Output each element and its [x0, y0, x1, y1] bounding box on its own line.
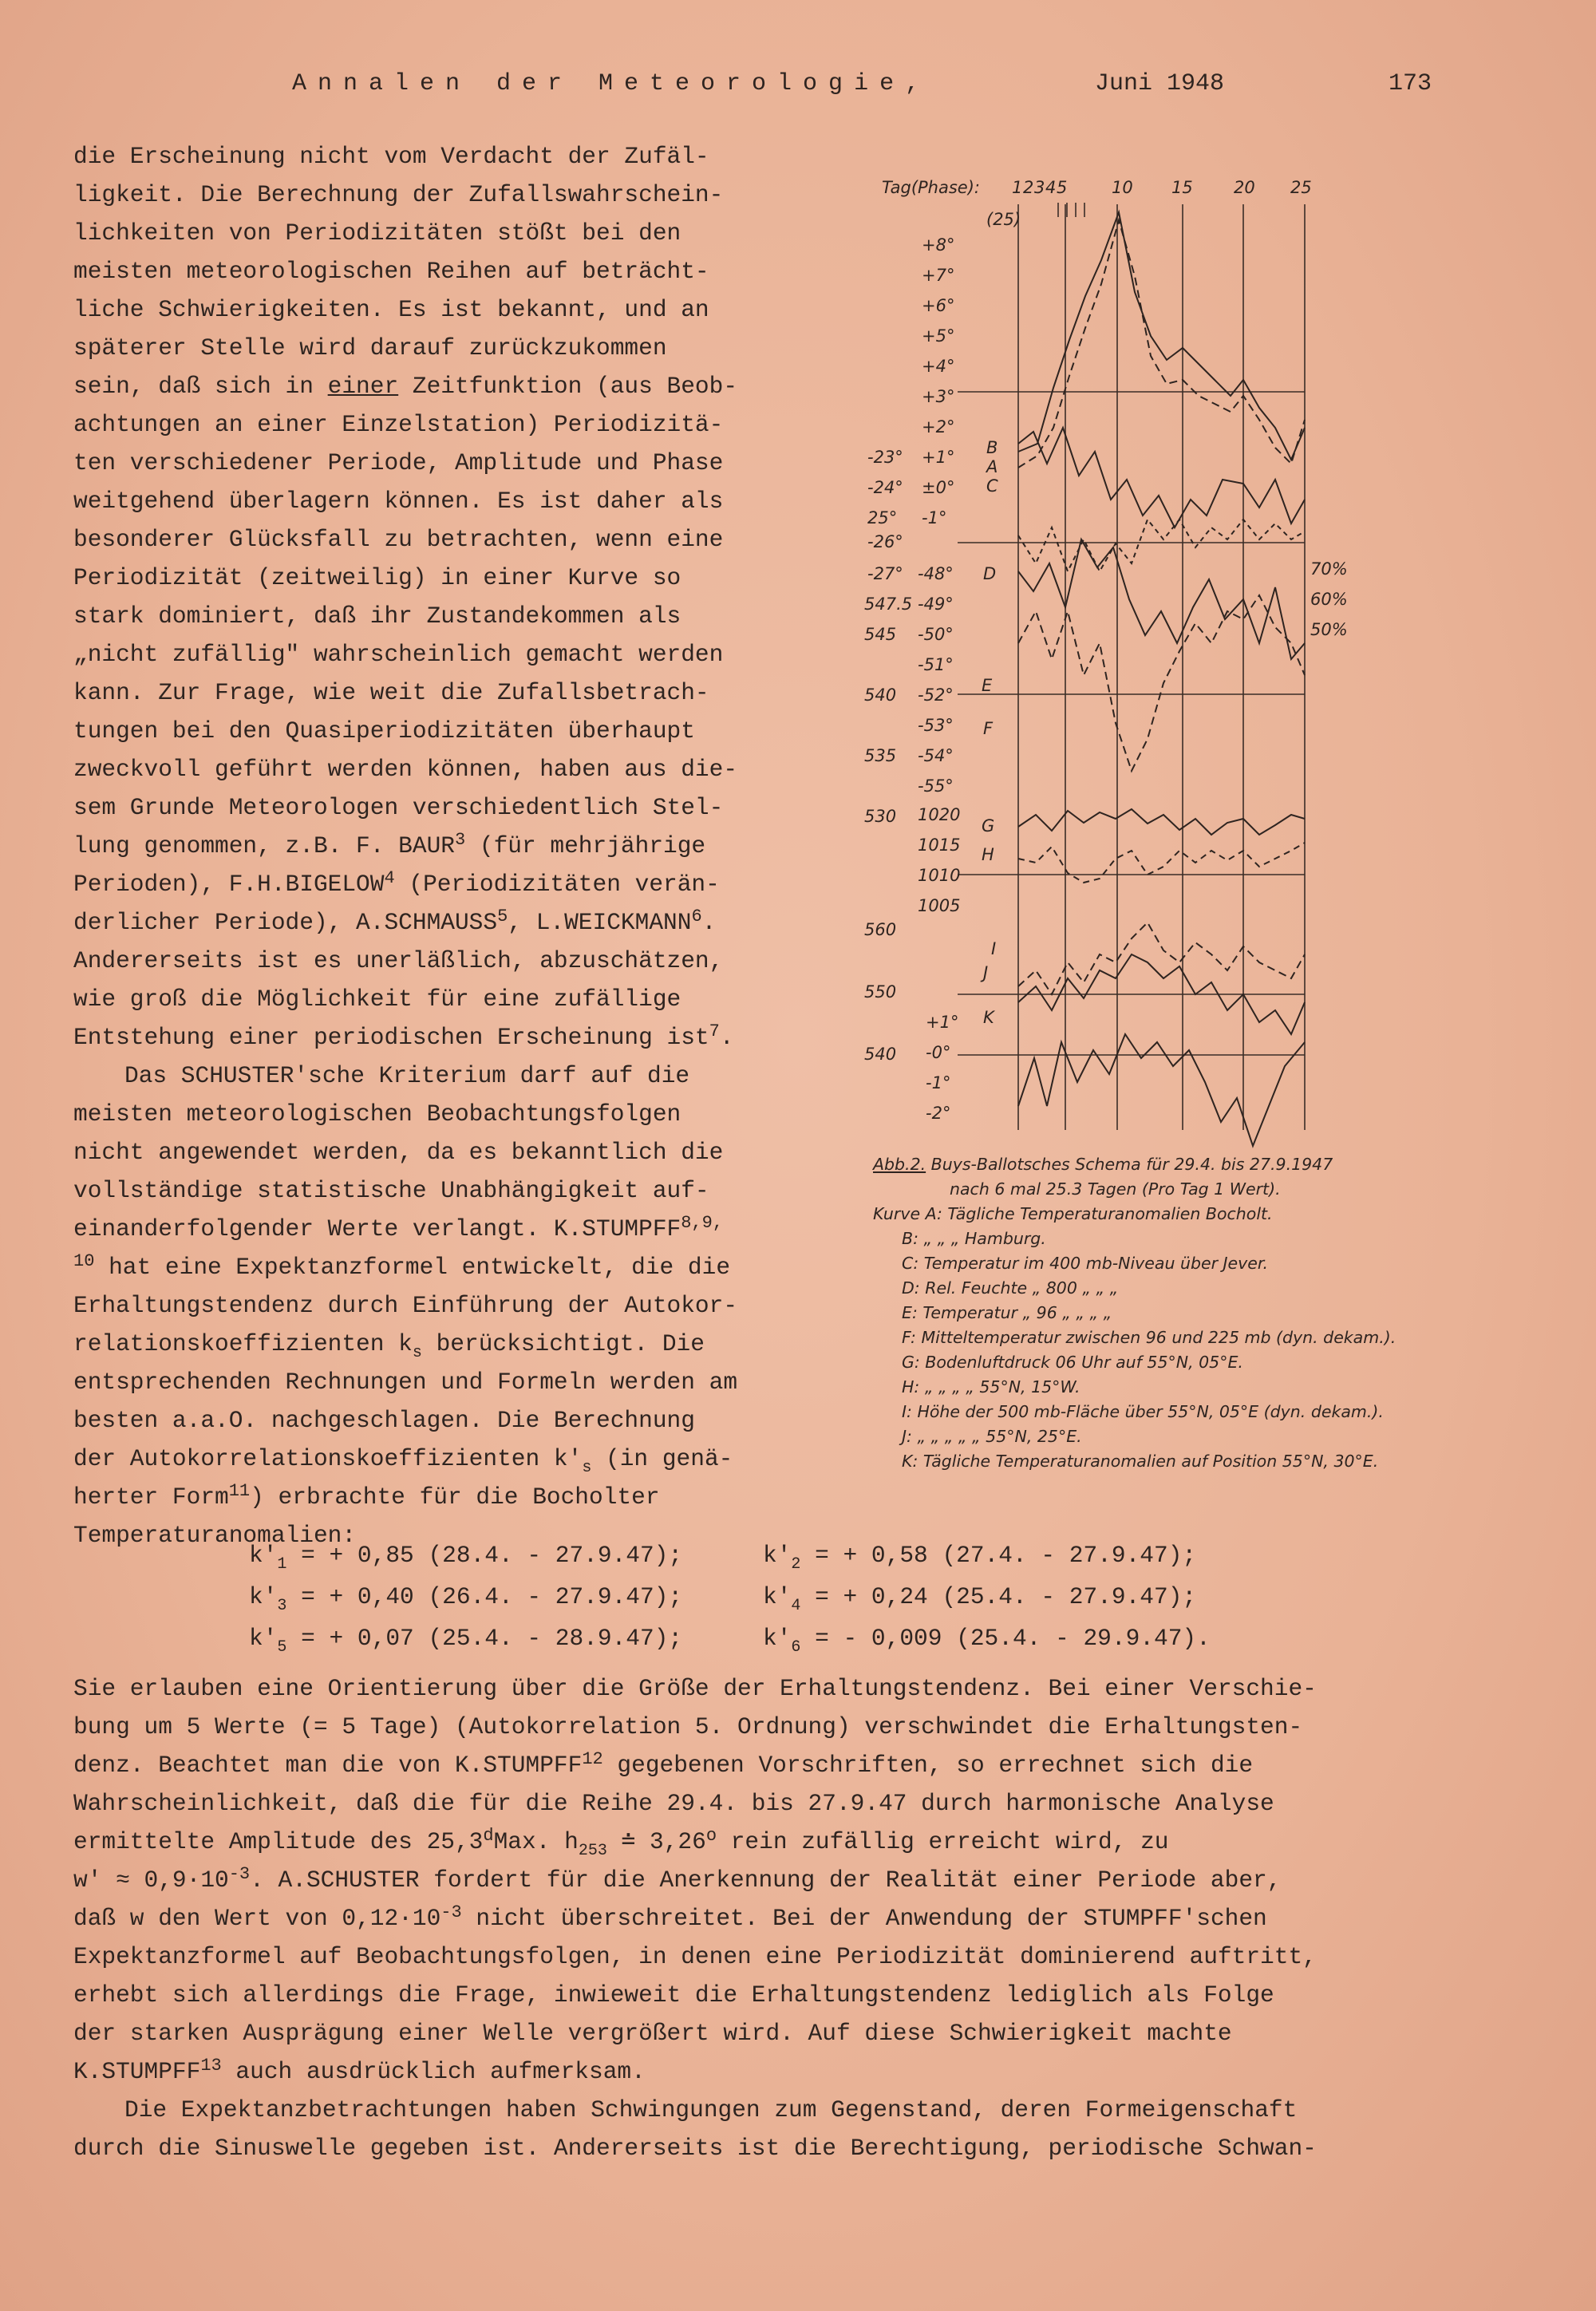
height-label: 535	[864, 746, 897, 765]
caption-line: F: Mitteltemperatur zwischen 96 und 225 mb (dyn. dekam.).	[902, 1328, 1396, 1347]
text-line	[73, 1018, 824, 1057]
temp-label: +2°	[922, 417, 955, 437]
text-line: tungen bei den Quasiperiodizitäten überhaupt	[73, 717, 695, 745]
curve-g	[1018, 809, 1305, 835]
text-line: bung um 5 Werte (= 5 Tage) (Autokorrelation 5. Ordnung) verschwindet die Erhaltungsten-	[73, 1713, 1303, 1740]
equation-k2	[763, 1542, 1196, 1580]
text-line: vollständige statistische Unabhängigkeit auf-	[73, 1177, 709, 1204]
issue-date: Juni 1948	[1095, 70, 1225, 97]
footnote-ref: 8,9,	[681, 1213, 724, 1233]
superscript: o	[705, 1826, 717, 1846]
caption-line: H: „ „ „ „ 55°N, 15°W.	[902, 1377, 1080, 1396]
footnote-ref: 6	[691, 907, 702, 926]
text-line: lichkeiten von Periodizitäten stößt bei den	[73, 219, 681, 247]
text-line: Wahrscheinlichkeit, daß die für die Reihe 29.4. bis 27.9.47 durch harmonische Analyse	[73, 1790, 1274, 1817]
text-run: auch ausdrücklich aufmerksam.	[221, 2058, 646, 2085]
k-axis-label: -1°	[926, 1073, 951, 1092]
curve-h	[1018, 843, 1305, 883]
text-run: .	[719, 1024, 734, 1051]
x-axis-title: Tag(Phase):	[882, 178, 980, 197]
text-run: w' ≈ 0,9·10	[73, 1867, 229, 1894]
x-tick-label: 3	[1034, 178, 1045, 197]
temp-label: -1°	[922, 508, 947, 527]
curve-k	[1018, 1034, 1305, 1146]
subscript: 2	[791, 1555, 801, 1574]
x-tick-label: 5	[1057, 178, 1068, 197]
text-line: meisten meteorologischen Beobachtungsfolgen	[73, 1100, 681, 1128]
mid-label: -52°	[918, 685, 954, 705]
humidity-axis	[1301, 551, 1396, 646]
text-line	[73, 1325, 824, 1363]
text-run: daß w den Wert von 0,12·10	[73, 1905, 441, 1932]
subscript: 1	[277, 1555, 287, 1574]
text-run: = + 0,24 (25.4. - 27.9.47);	[800, 1583, 1197, 1610]
superscript: -3	[440, 1902, 462, 1922]
text-line	[73, 827, 824, 865]
footnote-ref: 11	[228, 1481, 251, 1501]
text-run: K.STUMPFF	[73, 2058, 201, 2085]
height-label: 545	[864, 625, 897, 644]
text-run: Zeitfunktion (aus Beob-	[398, 373, 738, 400]
equation-k3	[249, 1583, 682, 1622]
text-line: Expektanzformel auf Beobachtungsfolgen, in denen eine Periodizität dominierend auftritt,	[73, 1943, 1317, 1970]
text-run: sein, daß sich in	[73, 373, 328, 400]
text-line: Temperaturanomalien:	[73, 1522, 357, 1549]
text-run: k'	[763, 1542, 792, 1569]
footnote-ref: 7	[709, 1021, 720, 1041]
pressure-label: 1005	[918, 896, 961, 915]
footnote-ref: 10	[73, 1251, 95, 1271]
height-label: 530	[864, 807, 897, 826]
temp-label: +5°	[922, 326, 955, 346]
text-run: k'	[249, 1625, 278, 1652]
temp-label: +8°	[922, 235, 955, 255]
text-run: = + 0,40 (26.4. - 27.9.47);	[286, 1583, 683, 1610]
subscript: 3	[277, 1597, 287, 1615]
x-tick-label: 20	[1234, 178, 1255, 197]
text-line: Erhaltungstendenz durch Einführung der Autokor-	[73, 1292, 738, 1319]
curve-letter: I	[991, 939, 997, 958]
humidity-label: 50%	[1310, 620, 1348, 639]
text-line: Das SCHUSTER'sche Kriterium darf auf die	[124, 1062, 690, 1089]
text-line: sem Grunde Meteorologen verschiedentlich Stel-	[73, 794, 724, 821]
curve-letter: G	[982, 816, 995, 836]
text-line	[73, 865, 824, 903]
c-axis-label: -23°	[867, 448, 903, 467]
caption-line	[873, 1152, 1432, 1177]
x-tick-label: 2	[1023, 178, 1034, 197]
figure-caption	[873, 1152, 1432, 1474]
footnote-ref: 3	[454, 830, 466, 850]
text-line: ligkeit. Die Berechnung der Zufallswahrschein-	[73, 181, 724, 208]
text-line: erhebt sich allerdings die Frage, inwieweit die Erhaltungstendenz lediglich als Folge	[73, 1981, 1274, 2009]
text-line: zweckvoll geführt werden können, haben aus die-	[73, 756, 738, 783]
curve-c	[1018, 428, 1305, 527]
pressure-label: 1015	[918, 836, 961, 855]
caption-line: E: Temperatur „ 96 „ „ „ „	[902, 1303, 1112, 1322]
text-run: ≐ 3,26	[606, 1828, 706, 1855]
equation-k4	[763, 1583, 1196, 1622]
text-run: Buys-Ballotsches Schema für 29.4. bis 27.9.1947	[926, 1155, 1333, 1174]
text-line: nicht angewendet werden, da es bekanntlich die	[73, 1139, 724, 1166]
figure-number: Abb.2.	[873, 1155, 926, 1174]
subscript: s	[412, 1344, 422, 1362]
text-line: ten verschiedener Periode, Amplitude und Phase	[73, 449, 724, 476]
temp-label: -26°	[867, 532, 903, 551]
k-axis-label: -2°	[926, 1104, 951, 1123]
x-tick-label: 15	[1171, 178, 1193, 197]
curve-letter: E	[982, 676, 993, 695]
text-line: durch die Sinuswelle gegeben ist. Andererseits ist die Berechtigung, periodische Schwan-	[73, 2135, 1317, 2162]
temp-label: ±0°	[922, 478, 955, 497]
text-run: Entstehung einer periodischen Erscheinung ist	[73, 1024, 709, 1051]
curve-letter: F	[983, 719, 994, 738]
humidity-label: 60%	[1310, 590, 1348, 609]
text-line: wie groß die Möglichkeit für eine zufällige	[73, 986, 681, 1013]
text-run: Max. h	[493, 1828, 579, 1855]
curve-letter: A	[986, 457, 998, 476]
footnote-ref: 12	[582, 1749, 603, 1769]
temp-label: +1°	[922, 448, 955, 467]
curve-letter: H	[982, 845, 994, 864]
text-run: denz. Beachtet man die von K.STUMPFF	[73, 1752, 583, 1779]
curve-a	[1018, 212, 1305, 460]
x-tick-label: 10	[1112, 178, 1133, 197]
running-header	[0, 70, 1596, 105]
text-line: besten a.a.O. nachgeschlagen. Die Berechnung	[73, 1407, 695, 1434]
text-line: Sie erlauben eine Orientierung über die Größe der Erhaltungstendenz. Bei einer Verschie-	[73, 1675, 1317, 1702]
text-run: k'	[763, 1625, 792, 1652]
text-line: besonderer Glücksfall zu betrachten, wenn eine	[73, 526, 724, 553]
caption-line: J: „ „ „ „ „ 55°N, 25°E.	[902, 1427, 1082, 1446]
height-label: 540	[864, 685, 897, 705]
text-run: ermittelte Amplitude des 25,3	[73, 1828, 484, 1855]
pressure-label: 1010	[918, 866, 961, 885]
k-axis-label: +1°	[926, 1013, 959, 1032]
pressure-label: 1020	[918, 805, 961, 824]
left-column-text	[73, 137, 824, 1554]
temp-label: +3°	[922, 387, 955, 406]
text-line: die Erscheinung nicht vom Verdacht der Zufäl-	[73, 143, 709, 170]
mid-label: -49°	[918, 595, 954, 614]
temp-label: +7°	[922, 266, 955, 285]
curve-letter: B	[986, 438, 998, 457]
text-line	[73, 1440, 824, 1478]
caption-line: C: Temperatur im 400 mb-Niveau über Jever.	[902, 1254, 1268, 1273]
caption-line: D: Rel. Feuchte „ 800 „ „ „	[902, 1278, 1119, 1298]
k-axis-label: -0°	[926, 1043, 951, 1062]
text-line: meisten meteorologischen Reihen auf beträcht-	[73, 258, 709, 285]
text-line: „nicht zufällig" wahrscheinlich gemacht werden	[73, 641, 724, 668]
curve-letter: D	[983, 564, 997, 583]
page-number: 173	[1389, 70, 1432, 97]
height-label: 560	[864, 920, 897, 939]
c-axis-label: 25°	[867, 508, 898, 527]
text-run: ) erbrachte für die Bocholter	[250, 1483, 660, 1511]
text-line	[73, 367, 824, 405]
text-line	[73, 1861, 1534, 1899]
text-run: k'	[249, 1542, 278, 1569]
journal-title: Annalen der Meteorologie,	[292, 70, 931, 97]
figure-curves	[1018, 212, 1305, 1146]
subscript: 253	[578, 1842, 607, 1860]
text-line: achtungen an einer Einzelstation) Periodizitä-	[73, 411, 724, 438]
text-run: (für mehrjährige	[465, 832, 706, 859]
text-run: rein zufällig erreicht wird, zu	[717, 1828, 1169, 1855]
full-width-text	[73, 1669, 1534, 2167]
curve-f	[1018, 595, 1305, 771]
curve-i	[1018, 922, 1305, 994]
caption-line: Kurve A: Tägliche Temperaturanomalien Bocholt.	[873, 1204, 1273, 1223]
figure-grid	[958, 203, 1305, 1130]
caption-line: B: „ „ „ Hamburg.	[902, 1229, 1046, 1248]
curve-d	[1018, 519, 1305, 571]
text-line: Andererseits ist es unerläßlich, abzuschätzen,	[73, 947, 724, 974]
text-run: = + 0,58 (27.4. - 27.9.47);	[800, 1542, 1197, 1569]
autocorrelation-equations	[0, 1542, 1596, 1669]
text-line	[73, 903, 824, 942]
x-tick-label: 25	[1290, 178, 1312, 197]
text-run: gegebenen Vorschriften, so errechnet sich die	[602, 1752, 1254, 1779]
text-run: berücksichtigt. Die	[421, 1330, 705, 1357]
temp-label: +4°	[922, 357, 955, 376]
superscript: d	[483, 1826, 494, 1846]
equation-k5	[249, 1625, 682, 1663]
mid-label: -54°	[918, 746, 954, 765]
curve-letter: C	[986, 476, 998, 496]
caption-line: nach 6 mal 25.3 Tagen (Pro Tag 1 Wert).	[950, 1179, 1281, 1199]
x-tick-label: 4	[1045, 178, 1057, 197]
footnote-ref: 4	[384, 868, 395, 888]
text-run: der Autokorrelationskoeffizienten k'	[73, 1445, 583, 1472]
curve-letter: K	[983, 1008, 994, 1027]
mid-label: -48°	[918, 564, 954, 583]
x-tick-label: 1	[1012, 178, 1023, 197]
text-line	[73, 1823, 1534, 1861]
subscript: s	[582, 1459, 592, 1477]
text-run: einanderfolgender Werte verlangt. K.STUMPFF	[73, 1215, 681, 1242]
text-line: weitgehend überlagern können. Es ist daher als	[73, 488, 724, 515]
caption-line: G: Bodenluftdruck 06 Uhr auf 55°N, 05°E.	[902, 1353, 1243, 1372]
mid-label: -55°	[918, 776, 954, 796]
text-run: lung genommen, z.B. F. BAUR	[73, 832, 455, 859]
text-run: relationskoeffizienten k	[73, 1330, 413, 1357]
caption-line: K: Tägliche Temperaturanomalien auf Position 55°N, 30°E.	[902, 1452, 1379, 1471]
x-note-label: (25)	[986, 210, 1021, 229]
text-line	[73, 1478, 824, 1516]
mid-label: -51°	[918, 655, 954, 674]
text-run: hat eine Expektanzformel entwickelt, die die	[94, 1254, 731, 1281]
subscript: 5	[277, 1638, 287, 1657]
text-run: k'	[249, 1583, 278, 1610]
text-run: k'	[763, 1583, 792, 1610]
underlined-word: einer	[327, 373, 399, 400]
subscript: 4	[791, 1597, 801, 1615]
footnote-ref: 13	[200, 2056, 222, 2076]
text-line	[73, 1210, 824, 1248]
text-run: (Periodizitäten verän-	[394, 871, 720, 898]
text-line	[73, 1746, 1534, 1784]
text-run: , L.WEICKMANN	[508, 909, 692, 936]
text-line: liche Schwierigkeiten. Es ist bekannt, und an	[73, 296, 709, 323]
equation-k1	[249, 1542, 682, 1580]
text-line: späterer Stelle wird darauf zurückzukommen	[73, 334, 667, 361]
curve-letter: J	[983, 963, 989, 982]
footnote-ref: 5	[497, 907, 508, 926]
text-line: kann. Zur Frage, wie weit die Zufallsbetrach-	[73, 679, 709, 706]
height-label: 547.5	[864, 595, 913, 614]
text-line: Die Expektanzbetrachtungen haben Schwingungen zum Gegenstand, deren Formeigenschaft	[124, 2096, 1298, 2123]
text-line	[73, 2052, 1534, 2091]
height-label: 550	[864, 982, 897, 1001]
text-line	[73, 1899, 1534, 1938]
caption-line: I: Höhe der 500 mb-Fläche über 55°N, 05°E (dyn. dekam.).	[902, 1402, 1384, 1421]
temp-label: +6°	[922, 296, 955, 315]
c-axis-label: -27°	[867, 564, 903, 583]
superscript: -3	[228, 1864, 251, 1884]
text-run: nicht überschreitet. Bei der Anwendung der STUMPFF'schen	[461, 1905, 1267, 1932]
text-run: .	[701, 909, 717, 936]
text-line: stark dominiert, daß ihr Zustandekommen als	[73, 602, 681, 630]
text-run: = + 0,07 (25.4. - 28.9.47);	[286, 1625, 683, 1652]
height-label: 540	[864, 1045, 897, 1064]
text-run: = + 0,85 (28.4. - 27.9.47);	[286, 1542, 683, 1569]
text-run: Perioden), F.H.BIGELOW	[73, 871, 385, 898]
mid-label: -53°	[918, 716, 954, 735]
equation-k6	[763, 1625, 1211, 1663]
text-run: . A.SCHUSTER fordert für die Anerkennung der Realität einer Periode aber,	[250, 1867, 1282, 1894]
text-line: entsprechenden Rechnungen und Formeln werden am	[73, 1369, 738, 1396]
text-run: derlicher Periode), A.SCHMAUSS	[73, 909, 498, 936]
text-run: (in genä-	[591, 1445, 733, 1472]
text-run: = - 0,009 (25.4. - 29.9.47).	[800, 1625, 1211, 1652]
text-line: der starken Ausprägung einer Welle vergrößert wird. Auf diese Schwierigkeit machte	[73, 2020, 1232, 2047]
text-line: Periodizität (zeitweilig) in einer Kurve so	[73, 564, 681, 591]
subscript: 6	[791, 1638, 801, 1657]
mid-label: -50°	[918, 625, 954, 644]
buys-ballot-figure	[838, 164, 1317, 1170]
c-axis-label: -24°	[867, 478, 903, 497]
humidity-label: 70%	[1310, 559, 1348, 579]
text-run: herter Form	[73, 1483, 229, 1511]
text-line	[73, 1248, 824, 1286]
